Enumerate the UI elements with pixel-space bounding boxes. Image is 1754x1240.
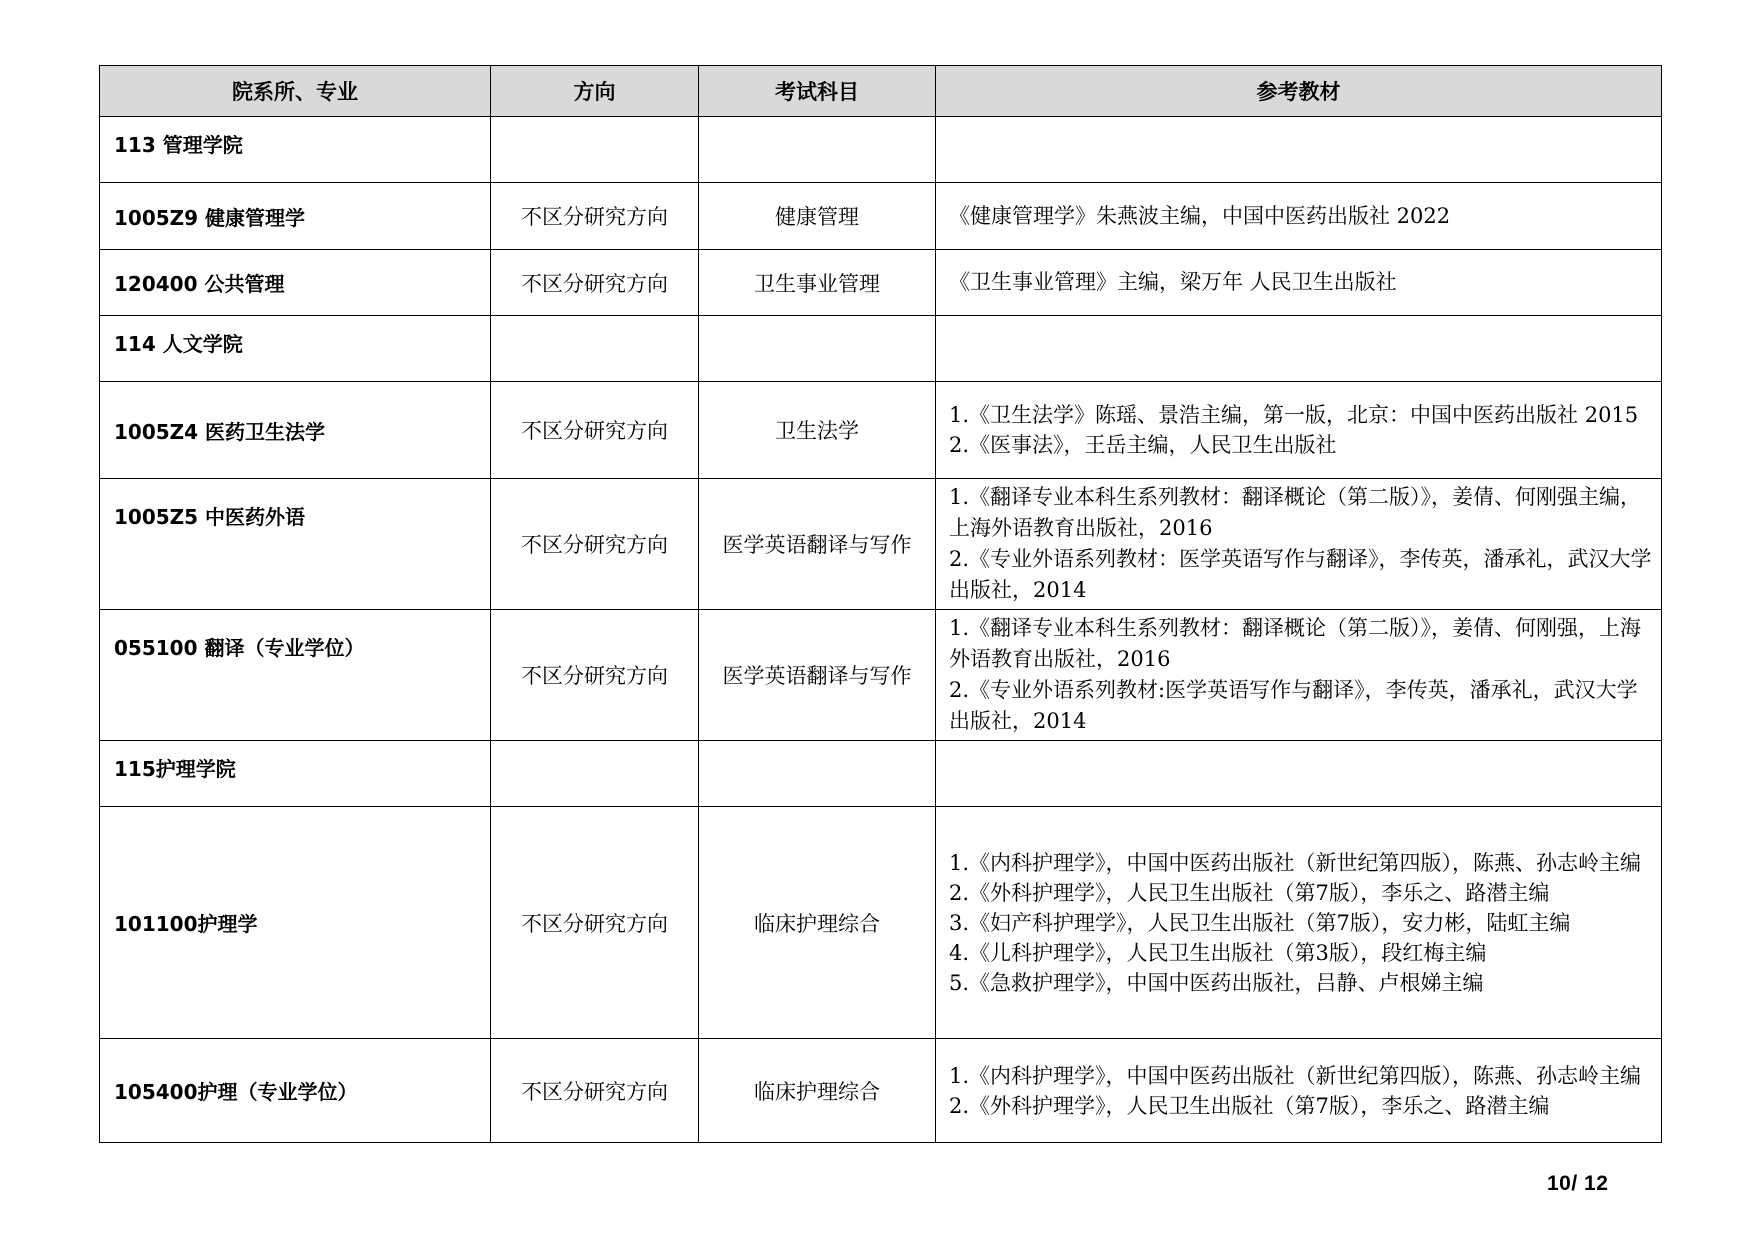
books-cell xyxy=(936,316,1662,382)
table-row xyxy=(100,479,1662,610)
page-number: 10/ 12 xyxy=(1547,1172,1609,1195)
subject-cell: 临床护理综合 xyxy=(699,1039,936,1143)
book-entry: 2.《外科护理学》，人民卫生出版社（第7版），李乐之、路潜主编 xyxy=(949,880,1550,905)
major-cell: 115护理学院 xyxy=(100,741,491,807)
syllabus-table xyxy=(99,65,1662,1143)
books-cell xyxy=(936,610,1662,741)
major-cell: 055100 翻译（专业学位） xyxy=(100,610,491,741)
header-subject: 考试科目 xyxy=(699,66,936,117)
major-cell: 120400 公共管理 xyxy=(100,250,491,316)
direction-cell: 不区分研究方向 xyxy=(491,479,699,610)
major-cell: 105400护理（专业学位） xyxy=(100,1039,491,1143)
table-row xyxy=(100,807,1662,1039)
book-entry: 2.《外科护理学》，人民卫生出版社（第7版），李乐之、路潜主编 xyxy=(949,1093,1550,1118)
table-row xyxy=(100,250,1662,316)
book-entry: 2.《医事法》，王岳主编，人民卫生出版社 xyxy=(949,433,1337,457)
subject-cell: 健康管理 xyxy=(699,183,936,250)
book-entry: 1.《翻译专业本科生系列教材：翻译概论（第二版）》，姜倩、何刚强，上海外语教育出版社，2016 xyxy=(949,616,1642,671)
book-entry: 1.《卫生法学》陈瑶、景浩主编，第一版，北京：中国中医药出版社 2015 xyxy=(949,403,1639,427)
books-cell xyxy=(936,741,1662,807)
subject-cell: 卫生法学 xyxy=(699,382,936,479)
books-cell xyxy=(936,807,1662,1039)
table-row xyxy=(100,1039,1662,1143)
direction-cell xyxy=(491,117,699,183)
book-entry: 2.《专业外语系列教材:医学英语写作与翻译》，李传英，潘承礼，武汉大学出版社，2014 xyxy=(949,678,1638,733)
book-entry: 3.《妇产科护理学》，人民卫生出版社（第7版），安力彬，陆虹主编 xyxy=(949,910,1571,935)
subject-cell: 临床护理综合 xyxy=(699,807,936,1039)
major-cell: 113 管理学院 xyxy=(100,117,491,183)
subject-cell xyxy=(699,117,936,183)
book-entry: 1.《翻译专业本科生系列教材：翻译概论（第二版）》，姜倩、何刚强主编，上海外语教育出版社，2016 xyxy=(949,485,1642,540)
book-entry: 1.《内科护理学》，中国中医药出版社（新世纪第四版），陈燕、孙志岭主编 xyxy=(949,850,1642,875)
header-direction: 方向 xyxy=(491,66,699,117)
books-cell xyxy=(936,479,1662,610)
direction-cell: 不区分研究方向 xyxy=(491,807,699,1039)
subject-cell xyxy=(699,316,936,382)
header-major: 院系所、专业 xyxy=(100,66,491,117)
direction-cell: 不区分研究方向 xyxy=(491,1039,699,1143)
book-entry: 2.《专业外语系列教材：医学英语写作与翻译》，李传英，潘承礼，武汉大学出版社，2014 xyxy=(949,547,1652,602)
direction-cell: 不区分研究方向 xyxy=(491,183,699,250)
book-entry: 《健康管理学》朱燕波主编，中国中医药出版社 2022 xyxy=(949,203,1451,228)
table-row xyxy=(100,741,1662,807)
table-row xyxy=(100,117,1662,183)
book-entry: 5.《急救护理学》，中国中医药出版社，吕静、卢根娣主编 xyxy=(949,970,1484,995)
book-entry: 1.《内科护理学》，中国中医药出版社（新世纪第四版），陈燕、孙志岭主编 xyxy=(949,1063,1642,1088)
direction-cell: 不区分研究方向 xyxy=(491,610,699,741)
table-header-row xyxy=(100,66,1662,117)
books-cell xyxy=(936,1039,1662,1143)
major-cell: 1005Z9 健康管理学 xyxy=(100,183,491,250)
subject-cell: 医学英语翻译与写作 xyxy=(699,479,936,610)
direction-cell xyxy=(491,741,699,807)
subject-cell: 卫生事业管理 xyxy=(699,250,936,316)
direction-cell xyxy=(491,316,699,382)
direction-cell: 不区分研究方向 xyxy=(491,250,699,316)
book-entry: 4.《儿科护理学》，人民卫生出版社（第3版），段红梅主编 xyxy=(949,940,1487,965)
books-cell xyxy=(936,250,1662,316)
table-row xyxy=(100,316,1662,382)
subject-cell: 医学英语翻译与写作 xyxy=(699,610,936,741)
book-entry: 《卫生事业管理》主编，梁万年 人民卫生出版社 xyxy=(949,270,1397,294)
major-cell: 114 人文学院 xyxy=(100,316,491,382)
books-cell xyxy=(936,183,1662,250)
header-books: 参考教材 xyxy=(936,66,1662,117)
table-row xyxy=(100,610,1662,741)
major-cell: 1005Z5 中医药外语 xyxy=(100,479,491,610)
table-row xyxy=(100,382,1662,479)
table-row xyxy=(100,183,1662,250)
books-cell xyxy=(936,382,1662,479)
direction-cell: 不区分研究方向 xyxy=(491,382,699,479)
subject-cell xyxy=(699,741,936,807)
books-cell xyxy=(936,117,1662,183)
major-cell: 1005Z4 医药卫生法学 xyxy=(100,382,491,479)
major-cell: 101100护理学 xyxy=(100,807,491,1039)
